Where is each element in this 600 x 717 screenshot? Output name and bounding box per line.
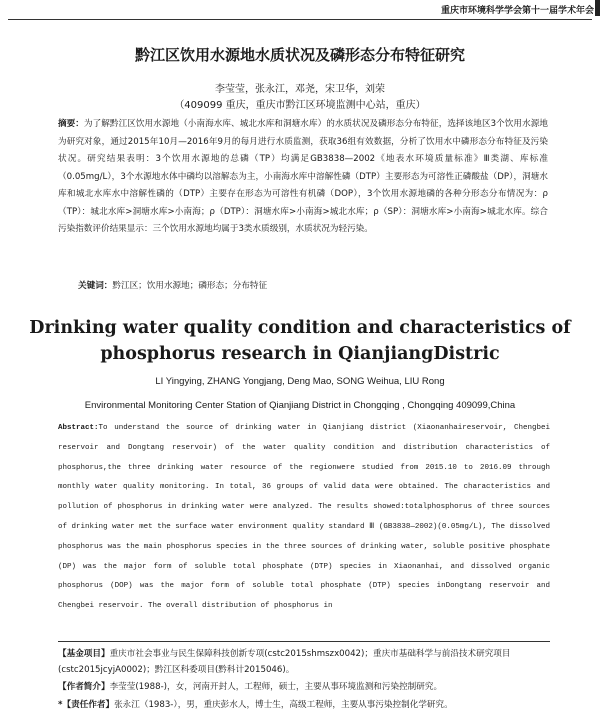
footnote-corresponding-label: *【责任作者】: [58, 700, 115, 710]
chinese-keywords-label: 关键词：: [78, 281, 113, 291]
english-title-line1: Drinking water quality condition and characteristics of: [29, 318, 571, 338]
chinese-abstract-label: 摘要：: [58, 119, 84, 129]
footnote-funding: [58, 646, 550, 678]
english-affiliation: Environmental Monitoring Center Station of Qianjiang District in Chongqing , Chongqing 409099,China: [84, 400, 516, 411]
footnote-funding-text: 重庆市社会事业与民生保障科技创新专项(cstc2015shmszx0042)；重庆市基础科学与前沿技术研究项目(cstc2015jcyjA0002)；黔江区科委项目(黔科计2015046)。: [58, 649, 511, 675]
footnote-corresponding-text: 张永江（1983-），男，重庆彭水人，博士生，高级工程师，主要从事污染控制化学研究。: [114, 700, 453, 710]
footnote-funding-label: 【基金项目】: [58, 649, 110, 659]
english-abstract: [58, 419, 550, 617]
chinese-abstract-text: 为了解黔江区饮用水源地（小南海水库、城北水库和洞塘水库）的水质状况及磷形态分布特征，选择该地区3个饮用水源地为研究对象，通过2015年10月—2016年9月的每月进行水质监测，获取36组有效数据，分析了饮用水中磷形态分布特征及污染状况。研究结果表明：3个饮用水源地的总磷（TP）均满足GB3838—2002《地表水环境质量标准》Ⅲ类湖、库标准（0.05mg/L），3个水源地水体中磷均以溶解态为主，小南海水库中溶解性磷（DTP）主要形态为可溶性正磷酸盐（DP），洞塘水库和城北水库水中溶解性磷的（DTP）主要存在形态为可溶性有机磷（DOP），3个饮用水源地磷的各种分形态分布情况为：ρ（TP）：城北水库>洞塘水库>小南海；ρ（DTP）：洞塘水库>小南海>城北水库；ρ（SP）：洞塘水库>小南海>城北水库。综合污染指数评价结果显示：三个饮用水源地均属于3类水质级别，水质状况为轻污染。: [58, 119, 548, 234]
english-title-line2: phosphorus research in QianjiangDistric: [100, 344, 500, 364]
chinese-keywords-text: 黔江区；饮用水源地；磷形态；分布特征: [112, 281, 268, 291]
footnote-rule: [58, 641, 550, 642]
english-abstract-label: Abstract:: [58, 424, 99, 432]
chinese-affiliation: （409099 重庆，重庆市黔江区环境监测中心站，重庆）: [174, 100, 426, 111]
footnote-author-bio-text: 李莹莹(1988-)，女，河南开封人，工程师，硕士，主要从事环境监测和污染控制研究。: [109, 682, 443, 692]
footnote-author-bio-label: 【作者简介】: [58, 682, 110, 692]
chinese-keywords: [78, 279, 267, 291]
chinese-abstract: [58, 116, 548, 239]
chinese-title: 黔江区饮用水源地水质状况及磷形态分布特征研究: [134, 46, 465, 64]
footnote-corresponding-author: [58, 697, 550, 713]
footnote-author-bio: [58, 679, 550, 695]
english-title: [0, 315, 600, 367]
running-header: 重庆市环境科学学会第十一届学术年会: [440, 6, 594, 16]
chinese-authors: 李莹莹，张永江，邓尧，宋卫华，刘荣: [215, 84, 385, 95]
english-abstract-text: To understand the source of drinking water in Qianjiang district (Xiaonanhaireservoir, Chengbei reservoir and Dongtang reservoir) of the water quality condition and distribution characteristics of phosphorus,the three drinking water resource of the regionwere studied from 2015.10 to 2016.09 through monthly water quality monitoring. In total, 36 groups of valid data were obtained. The characteristics and pollution of phosphorus in drinking water were analyzed. The results showed:totalphosphorus of three sources of drinking water met the surface water environment quality standard Ⅲ (GB3838—2002)(0.05mg/L), The dissolved phosphorus was the main phosphorus species in the three sources of drinking water, soluble positive phosphate (DP) was the major form of soluble total phosphate (DTP) species in Xiaonanhai, and dissolved organic phosphorus (DOP) was the major form of soluble total phosphate (DTP) species inDongtang reservoir and Chengbei reservoir. The overall distribution of phosphorus in: [58, 424, 550, 611]
header-rule: [8, 19, 592, 20]
page-edge-mark: [595, 0, 600, 16]
english-authors: LI Yingying, ZHANG Yongjang, Deng Mao, SONG Weihua, LIU Rong: [155, 376, 445, 387]
